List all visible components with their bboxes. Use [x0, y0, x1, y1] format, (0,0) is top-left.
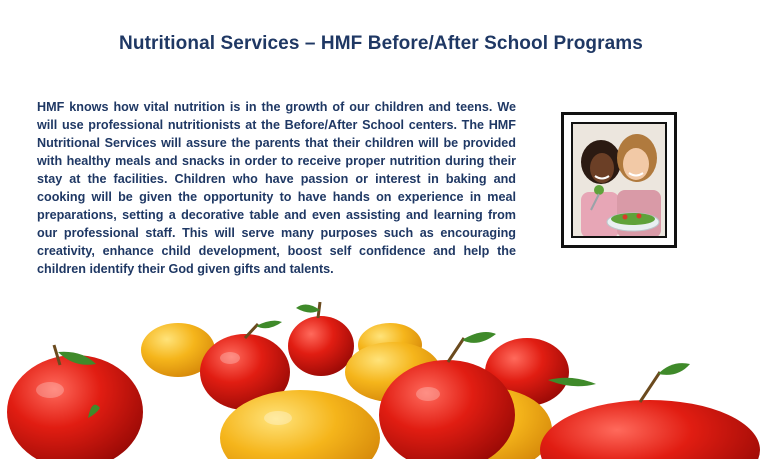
- fruit-illustration: [0, 290, 762, 459]
- page-title: Nutritional Services – HMF Before/After School Programs: [119, 33, 643, 54]
- photo-frame: [561, 112, 677, 248]
- girls-eating-salad-photo: [571, 122, 667, 238]
- red-apple: [288, 316, 354, 376]
- red-apple: [7, 355, 143, 459]
- apple-leaf: [462, 332, 496, 343]
- apple-leaf: [296, 304, 320, 312]
- red-apple: [540, 400, 760, 459]
- apple-leaf: [256, 321, 282, 329]
- apple-leaf: [658, 363, 690, 375]
- apple-stem: [640, 372, 660, 402]
- apple-stem: [448, 338, 464, 362]
- body-paragraph: HMF knows how vital nutrition is in the growth of our children and teens. We will use professional nutritionists at the Before/After School centers. The HMF Nutritional Services will assure the parents that their children will be provided with healthy meals and snacks in order to receive proper nutrition during their stay at the facilities. Children who have passion or interest in baking and cooking will be given the opportunity to have hands on experience in meal preparations, setting a decorative table and even assisting and learning from our professional staff. This will serve many purposes such as encouraging creativity, enhance child development, boost self confidence and help the children identify their God given gifts and talents.: [37, 100, 516, 276]
